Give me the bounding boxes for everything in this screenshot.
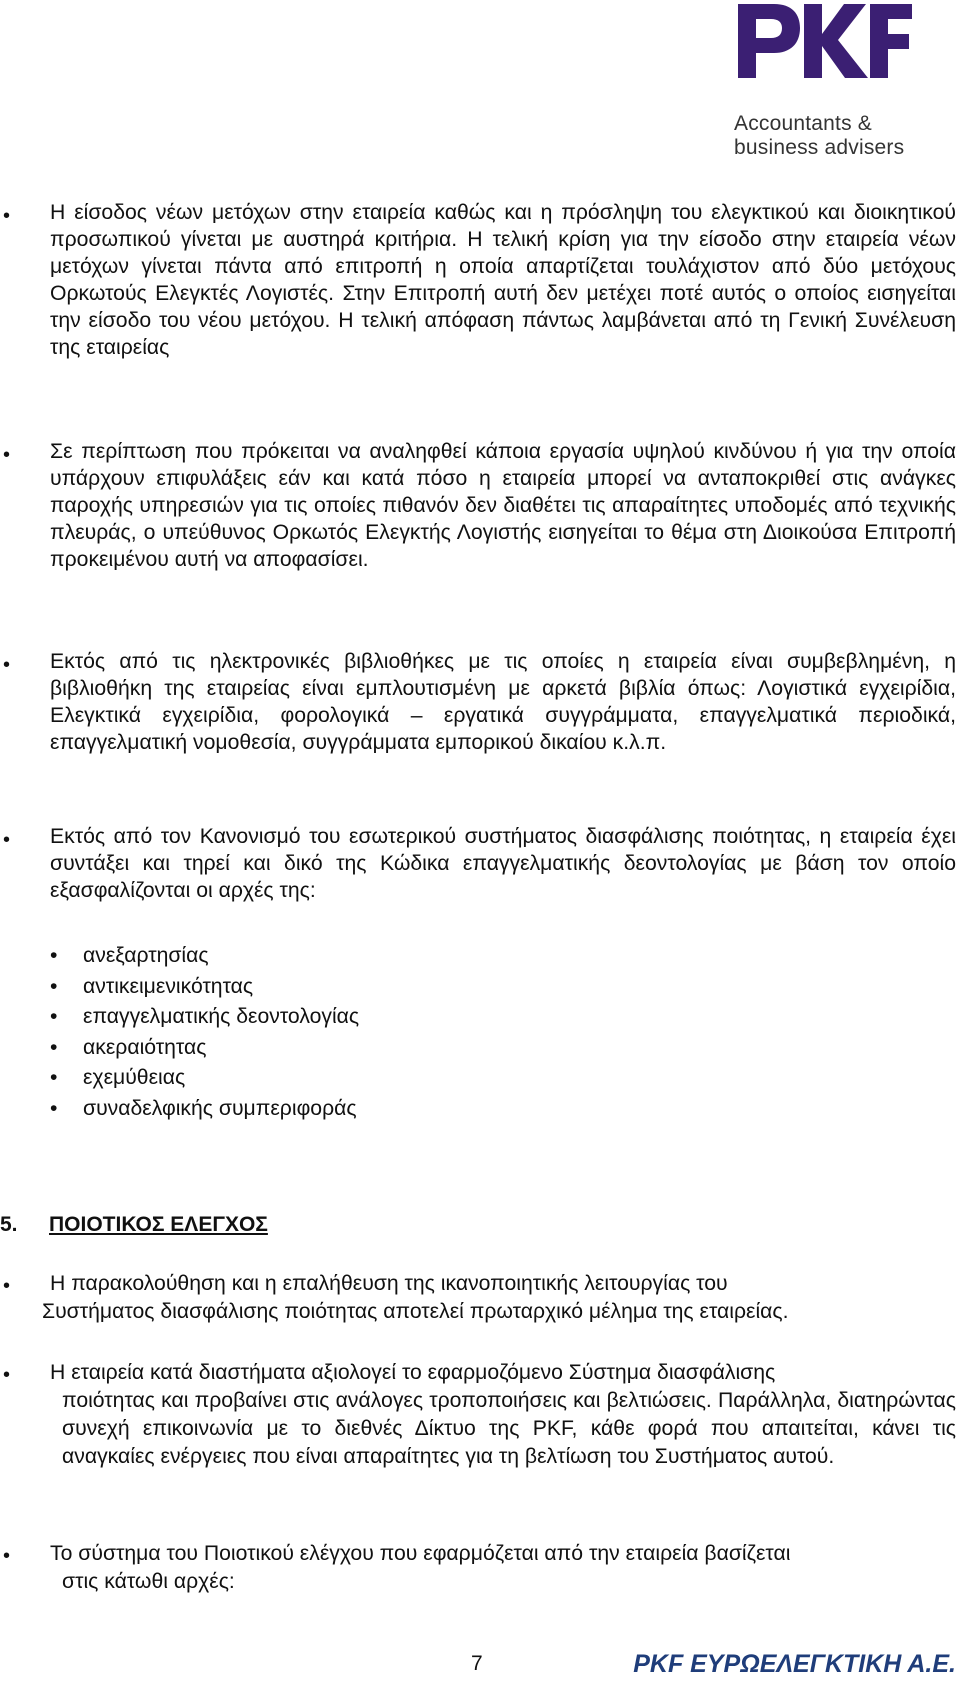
bullet-icon: • [3, 444, 11, 466]
bullet-icon: • [50, 1005, 58, 1029]
paragraph-principles-intro [50, 1540, 956, 1596]
paragraph-continuation: ποιότητας και προβαίνει στις ανάλογες τροποποιήσεις και βελτιώσεις. Παράλληλα, διατηρώντας συνεχή επικοινωνία με το διεθνές Δίκτυο της PKF, κάθε φορά που απαιτείται, κάνει τις αναγκαίες ενέργειες που είναι απαραίτητες για τη βελτίωση του Συστήματος αυτού. [62, 1389, 956, 1468]
pkf-logo [720, 0, 960, 170]
bullet-icon: • [50, 1066, 58, 1090]
bullet-icon: • [50, 944, 58, 967]
bullet-icon: • [50, 974, 58, 998]
list-item [50, 1033, 359, 1064]
page-number: 7 [471, 1652, 483, 1675]
bullet-icon: • [3, 1275, 11, 1297]
paragraph-first-line: Το σύστημα του Ποιοτικού ελέγχου που εφαρμόζεται από την εταιρεία βασίζεται [50, 1542, 791, 1565]
paragraph-continuation: Συστήματος διασφάλισης ποιότητας αποτελεί πρωταρχικό μέλημα της εταιρείας. [42, 1300, 789, 1323]
principles-list [50, 941, 359, 1125]
principle-label: ανεξαρτησίας [83, 944, 209, 967]
bullet-icon: • [3, 829, 11, 851]
bullet-icon: • [3, 1364, 11, 1386]
principle-label: εχεμύθειας [83, 1066, 186, 1090]
pkf-logo-mark [734, 0, 914, 82]
paragraph-shareholders: Η είσοδος νέων μετόχων στην εταιρεία καθώς και η πρόσληψη του ελεγκτικού και διοικητικού προσωπικού γίνεται με αυστηρά κριτήρια. Η τελική κρίση για την είσοδο στην εταιρεία νέων μετόχων γίνεται πάντα από επιτροπή η οποία απαρτίζεται τουλάχιστον από δύο μετόχους Ορκωτούς Ελεγκτές Λογιστές. Στην Επιτροπή αυτή δεν μετέχει ποτέ αυτός ο οποίος εισηγείται την είσοδο του νέου μετόχου. Η τελική απόφαση πάντως λαμβάνεται από τη Γενική Συνέλευση της εταιρείας [50, 201, 956, 359]
section-title: ΠΟΙΟΤΙΚΟΣ ΕΛΕΓΧΟΣ [49, 1213, 268, 1236]
paragraph-monitoring [42, 1270, 956, 1326]
list-item [50, 972, 359, 1003]
principle-label: αντικειμενικότητας [83, 974, 254, 998]
tagline-line-2: business advisers [734, 136, 905, 159]
logo-tagline [734, 112, 904, 160]
principle-label: συναδελφικής συμπεριφοράς [83, 1096, 357, 1120]
tagline-line-1: Accountants & [734, 112, 873, 135]
paragraph-first-line: Η παρακολούθηση και η επαλήθευση της ικανοποιητικής λειτουργίας του [50, 1272, 728, 1295]
paragraph-code-of-ethics: Εκτός από τον Κανονισμό του εσωτερικού συστήματος διασφάλισης ποιότητας, η εταιρεία έχει συντάξει και τηρεί και δικό της Κώδικα επαγγελματικής δεοντολογίας με βάση τον οποίο εξασφαλίζονται οι αρχές της: [50, 825, 956, 902]
list-item [50, 941, 359, 972]
footer-company-name: PKF ΕΥΡΩΕΛΕΓΚΤΙΚΗ Α.Ε. [633, 1650, 956, 1678]
paragraph-library: Εκτός από τις ηλεκτρονικές βιβλιοθήκες με τις οποίες η εταιρεία είναι συμβεβλημένη, η βιβλιοθήκη της εταιρείας είναι εμπλουτισμένη με αρκετά βιβλία όπως: Λογιστικά εγχειρίδια, Ελεγκτικά εγχειρίδια, φορολογικά – εργατικά συγγράμματα, επαγγελματικά περιοδικά, επαγγελματική νομοθεσία, συγγράμματα εμπορικού δικαίου κ.λ.π. [50, 650, 956, 754]
section-number: 5. [0, 1213, 18, 1236]
principle-label: επαγγελματικής δεοντολογίας [83, 1005, 360, 1029]
bullet-icon: • [3, 654, 11, 676]
paragraph-first-line: Η εταιρεία κατά διαστήματα αξιολογεί το εφαρμοζόμενο Σύστημα διασφάλισης [50, 1361, 776, 1384]
paragraph-evaluation [50, 1359, 956, 1471]
list-item [50, 1063, 359, 1094]
bullet-icon: • [3, 1545, 11, 1567]
list-item [50, 1002, 359, 1033]
paragraph-high-risk: Σε περίπτωση που πρόκειται να αναληφθεί κάποια εργασία υψηλού κινδύνου ή για την οποία υπάρχουν επιφυλάξεις εάν και κατά πόσο η εταιρεία μπορεί να ανταποκριθεί στις ανάγκες παροχής υπηρεσιών για τις οποίες πιθανόν δεν διαθέτει τις απαραίτητες υποδομές από τεχνικής πλευράς, ο υπεύθυνος Ορκωτός Ελεγκτής Λογιστής εισηγείται το θέμα στη Διοικούσα Επιτροπή προκειμένου αυτή να αποφασίσει. [50, 440, 956, 571]
list-item [50, 1094, 359, 1125]
bullet-icon: • [50, 1035, 58, 1059]
principle-label: ακεραιότητας [83, 1035, 207, 1059]
paragraph-continuation: στις κάτωθι αρχές: [62, 1570, 235, 1593]
bullet-icon: • [50, 1096, 58, 1120]
bullet-icon: • [3, 205, 11, 227]
